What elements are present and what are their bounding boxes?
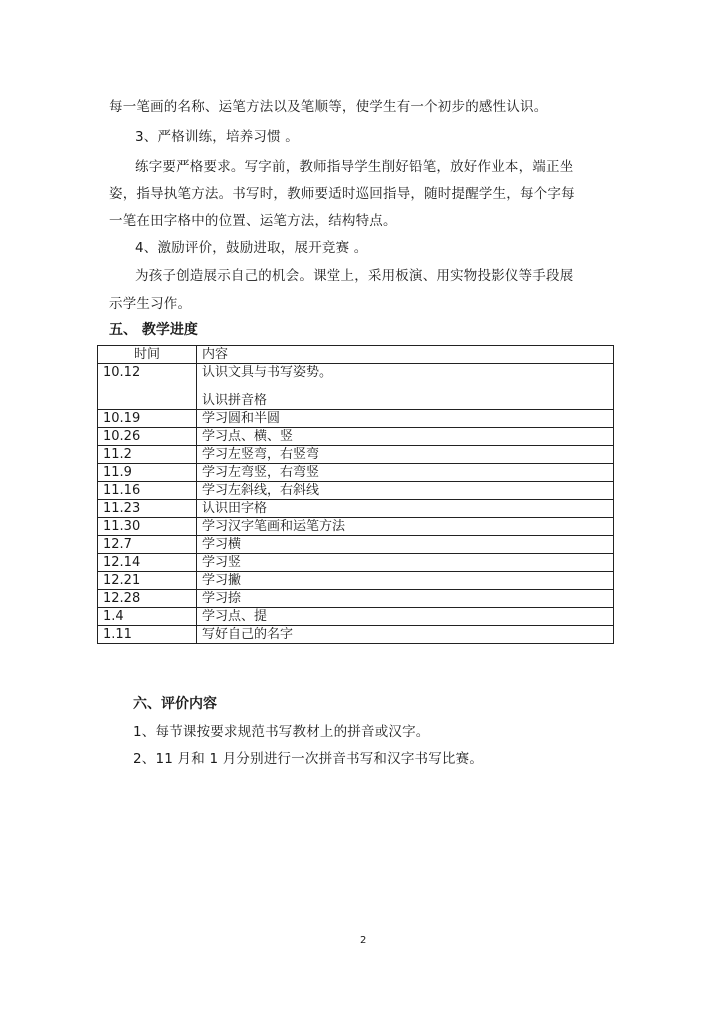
cell-content-line: 认识拼音格 [202, 393, 268, 408]
cell-time: 1.11 [98, 626, 197, 644]
cell-content: 认识田字格 [197, 500, 614, 518]
paragraph-line: 练字要严格要求。写字前，教师指导学生削好铅笔，放好作业本，端正坐 [135, 159, 574, 175]
paragraph-line: 一笔在田字格中的位置、运笔方法，结构特点。 [109, 213, 397, 229]
table-row [98, 500, 614, 518]
section-5-heading: 五、 教学进度 [109, 322, 198, 338]
header-time: 时间 [98, 346, 197, 364]
cell-content: 学习捺 [197, 590, 614, 608]
page-number: 2 [360, 935, 367, 946]
table-row [98, 518, 614, 536]
evaluation-item-1: 1、每节课按要求规范书写教材上的拼音或汉字。 [133, 724, 430, 740]
paragraph-line: 为孩子创造展示自己的机会。课堂上，采用板演、用实物投影仪等手段展 [135, 268, 574, 284]
cell-time: 12.21 [98, 572, 197, 590]
cell-content: 学习左竖弯，右竖弯 [197, 446, 614, 464]
cell-content: 学习点、横、竖 [197, 428, 614, 446]
cell-time: 11.16 [98, 482, 197, 500]
cell-content: 学习竖 [197, 554, 614, 572]
cell-time: 10.12 [98, 364, 197, 410]
cell-content [197, 364, 614, 410]
cell-time: 10.26 [98, 428, 197, 446]
table-row [98, 482, 614, 500]
cell-time: 1.4 [98, 608, 197, 626]
cell-content: 学习汉字笔画和运笔方法 [197, 518, 614, 536]
table-row [98, 626, 614, 644]
cell-time: 11.23 [98, 500, 197, 518]
table-row [98, 608, 614, 626]
table-row [98, 410, 614, 428]
cell-content: 学习横 [197, 536, 614, 554]
cell-content: 写好自己的名字 [197, 626, 614, 644]
table-row [98, 590, 614, 608]
table-row [98, 536, 614, 554]
section-6-heading: 六、评价内容 [133, 696, 217, 712]
cell-content: 学习左斜线，右斜线 [197, 482, 614, 500]
paragraph-line: 每一笔画的名称、运笔方法以及笔顺等，使学生有一个初步的感性认识。 [109, 99, 548, 115]
evaluation-item-2: 2、11 月和 1 月分别进行一次拼音书写和汉字书写比赛。 [133, 751, 484, 767]
header-content: 内容 [197, 346, 614, 364]
cell-time: 12.14 [98, 554, 197, 572]
table-row [98, 464, 614, 482]
cell-content: 学习左弯竖，右弯竖 [197, 464, 614, 482]
table-row [98, 428, 614, 446]
cell-content-line: 认识文具与书写姿势。 [202, 365, 333, 380]
table-row [98, 572, 614, 590]
teaching-schedule-table [97, 345, 614, 644]
paragraph-line: 姿，指导执笔方法。书写时，教师要适时巡回指导，随时提醒学生，每个字每 [109, 186, 575, 202]
paragraph-line: 示学生习作。 [109, 296, 192, 312]
cell-content: 学习点、提 [197, 608, 614, 626]
cell-time: 12.7 [98, 536, 197, 554]
cell-time: 11.9 [98, 464, 197, 482]
item-3-title: 3、严格训练，培养习惯 。 [135, 129, 299, 145]
cell-content: 学习圆和半圆 [197, 410, 614, 428]
cell-time: 11.30 [98, 518, 197, 536]
cell-time: 11.2 [98, 446, 197, 464]
cell-content: 学习撇 [197, 572, 614, 590]
item-4-title: 4、激励评价，鼓励进取，展开竞赛 。 [135, 240, 368, 256]
cell-time: 12.28 [98, 590, 197, 608]
table-header-row [98, 346, 614, 364]
cell-time: 10.19 [98, 410, 197, 428]
table-row [98, 364, 614, 410]
table-row [98, 446, 614, 464]
table-row [98, 554, 614, 572]
